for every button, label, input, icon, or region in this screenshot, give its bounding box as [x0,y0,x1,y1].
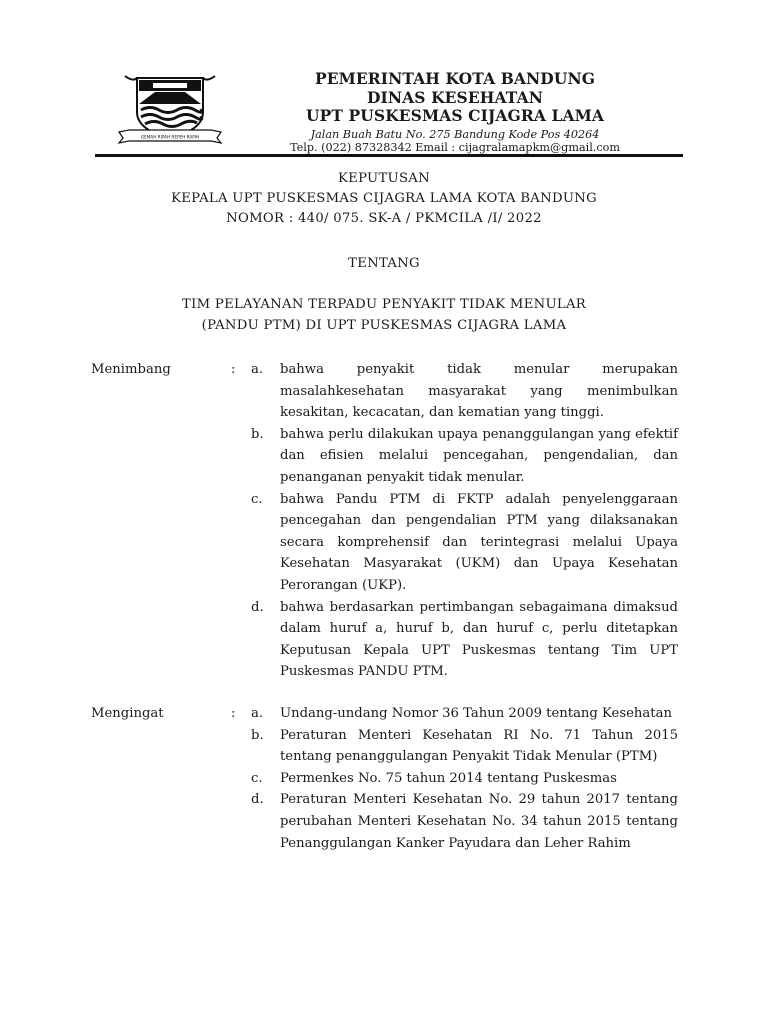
decree-about-label: TENTANG [348,256,420,271]
decree-subject-line-1: TIM PELAYANAN TERPADU PENYAKIT TIDAK MENULAR [182,297,586,312]
decree-subject-line-2: (PANDU PTM) DI UPT PUSKESMAS CIJAGRA LAMA [201,318,567,333]
mengingat-item-d [245,789,678,854]
logo-ribbon-text: GEMAH RIPAH REPEH RAPIH [140,134,200,140]
mengingat-item-b [245,725,678,768]
menimbang-item-b [245,424,678,489]
menimbang-item-d [245,597,678,683]
item-letter: d. [251,599,264,615]
item-letter: d. [251,792,264,808]
decree-number: NOMOR : 440/ 075. SK-A / PKMCILA /I/ 2022 [226,211,542,226]
mengingat-item-a [245,703,678,725]
menimbang-item-a [245,359,678,424]
decree-issuer: KEPALA UPT PUSKESMAS CIJAGRA LAMA KOTA BANDUNG [171,191,597,206]
item-text: Peraturan Menteri Kesehatan No. 29 tahun 2017 tentang perubahan Menteri Kesehatan No. 34 tahun 2015 tentang Penanggulangan Kanker Payudara dan Leher Rahim [280,792,678,851]
mengingat-label: Mengingat [91,706,164,721]
item-text: bahwa Pandu PTM di FKTP adalah penyelenggaraan pencegahan dan pengendalian PTM yang dilaksanakan secara komprehensif dan terintegrasi melalui Upaya Kesehatan Masyarakat (UKM) dan Upaya Kesehatan Perorangan (UKP). [280,491,678,593]
letterhead-divider [95,154,683,157]
item-letter: b. [251,426,264,442]
item-text: bahwa penyakit tidak menular merupakan masalahkesehatan masyarakat yang menimbulkan kesakitan, kecacatan, dan kematian yang tinggi. [280,362,678,421]
item-letter: c. [251,770,263,786]
mengingat-colon: : [231,706,236,721]
bandung-city-crest-logo [117,72,223,144]
item-letter: c. [251,491,263,507]
letterhead-unit: UPT PUSKESMAS CIJAGRA LAMA [306,106,604,125]
menimbang-colon: : [231,362,236,377]
mengingat-list [245,703,678,854]
decree-heading: KEPUTUSAN [338,171,430,186]
item-letter: a. [251,706,264,721]
item-text: Permenkes No. 75 tahun 2014 tentang Puskesmas [280,770,617,786]
item-text: Undang-undang Nomor 36 Tahun 2009 tentang Kesehatan [280,706,672,721]
item-text: Peraturan Menteri Kesehatan RI No. 71 Tahun 2015 tentang penanggulangan Penyakit Tidak Menular (PTM) [280,727,678,765]
letterhead-address: Jalan Buah Batu No. 275 Bandung Kode Pos 40264 [310,127,600,141]
menimbang-item-c [245,489,678,597]
letterhead-contact: Telp. (022) 87328342 Email : cijagralamapkm@gmail.com [290,141,620,154]
letterhead [240,70,670,155]
menimbang-label: Menimbang [91,362,171,377]
menimbang-list [245,359,678,683]
item-letter: b. [251,727,264,743]
letterhead-agency: DINAS KESEHATAN [367,87,543,107]
mengingat-item-c [245,768,678,790]
item-text: bahwa perlu dilakukan upaya penanggulangan yang efektif dan efisien melalui pencegahan, pengendalian, dan penanganan penyakit tidak menular. [280,426,678,485]
letterhead-government: PEMERINTAH KOTA BANDUNG [314,69,596,88]
item-letter: a. [251,362,264,377]
item-text: bahwa berdasarkan pertimbangan sebagaimana dimaksud dalam huruf a, huruf b, dan huruf c, perlu ditetapkan Keputusan Kepala UPT Puskesmas tentang Tim UPT Puskesmas PANDU PTM. [280,599,678,680]
